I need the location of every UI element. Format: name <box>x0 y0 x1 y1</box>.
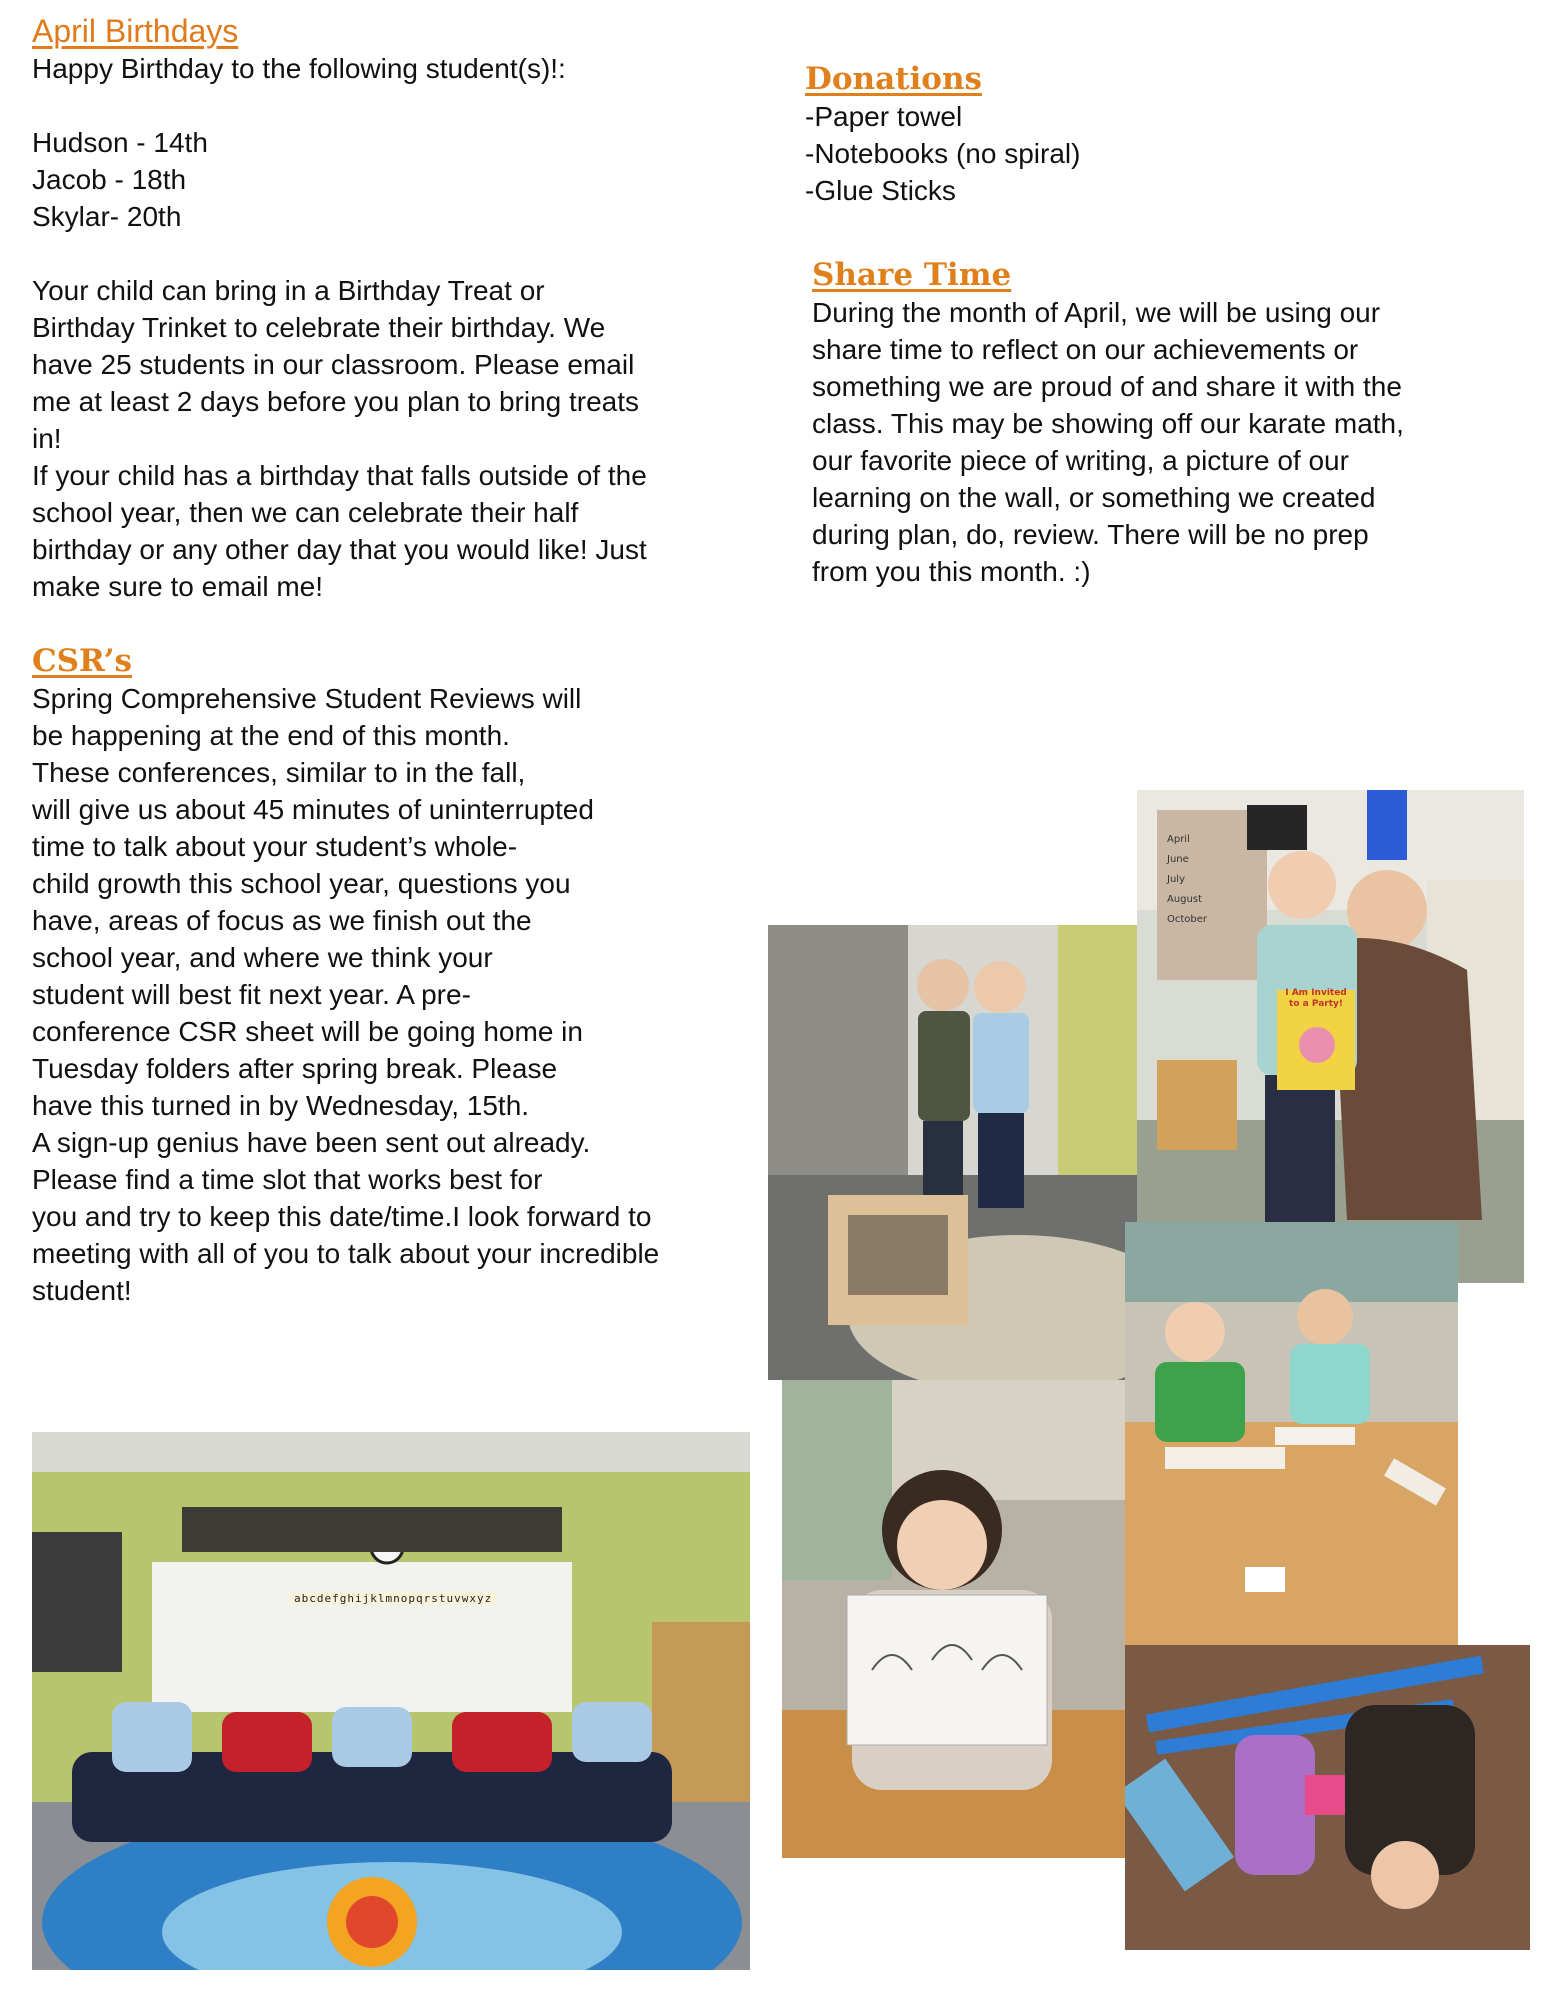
csr-line: have, areas of focus as we finish out the <box>32 905 532 936</box>
share-time-line: class. This may be showing off our karate math, <box>812 408 1404 439</box>
photo-table-art <box>1125 1222 1458 1652</box>
photo-girl-with-book <box>1137 790 1524 1283</box>
photo-class-group <box>32 1432 750 1970</box>
donations-heading: Donations <box>805 61 982 97</box>
csr-line: Tuesday folders after spring break. Please <box>32 1053 558 1084</box>
alphabet-strip: abcdefghijklmnopqrstuvwxyz <box>290 1592 496 1605</box>
birthday-student: Skylar- 20th <box>32 201 182 232</box>
csr-line: have this turned in by Wednesday, 15th. <box>32 1090 530 1121</box>
share-time-line: something we are proud of and share it with the <box>812 371 1402 402</box>
csr-line: you and try to keep this date/time.I look forward to <box>32 1201 652 1232</box>
photo-boys-blocks-art <box>768 925 1148 1380</box>
share-time-heading: Share Time <box>812 257 1012 293</box>
book-title: I Am Invited to a Party! <box>1285 988 1347 1009</box>
photo-boys-with-blocks <box>768 925 1148 1380</box>
share-time-line: share time to reflect on our achievements or <box>812 334 1359 365</box>
birthday-student: Hudson - 14th <box>32 127 208 158</box>
birthday-student: Jacob - 18th <box>32 164 187 195</box>
birthday-paragraph-line: me at least 2 days before you plan to bring treats <box>32 386 640 417</box>
csr-line: time to talk about your student’s whole- <box>32 831 518 862</box>
birthday-paragraph-line: in! <box>32 423 62 454</box>
wall-month: April <box>1167 834 1190 845</box>
wall-months-column <box>1167 830 1247 930</box>
share-time-line: learning on the wall, or something we created <box>812 482 1376 513</box>
birthday-paragraph-line: If your child has a birthday that falls outside of the <box>32 460 647 491</box>
csr-line: student! <box>32 1275 132 1306</box>
wall-month: July <box>1167 874 1185 885</box>
birthday-paragraph-line: have 25 students in our classroom. Please email <box>32 349 635 380</box>
photo-playground <box>1125 1645 1530 1950</box>
photo-girl-with-drawing <box>782 1380 1125 1858</box>
birthday-paragraph-line: Your child can bring in a Birthday Treat or <box>32 275 545 306</box>
wall-month: June <box>1167 854 1189 865</box>
share-time-section <box>812 256 1532 590</box>
photo-students-at-table <box>1125 1222 1458 1652</box>
wall-month: October <box>1167 914 1208 925</box>
donation-item: -Paper towel <box>805 101 963 132</box>
wall-month: August <box>1167 894 1202 905</box>
spacer <box>32 235 732 272</box>
csr-line: Please find a time slot that works best for <box>32 1164 543 1195</box>
birthday-paragraph-line: make sure to email me! <box>32 571 323 602</box>
share-time-line: during plan, do, review. There will be no prep <box>812 519 1369 550</box>
photo-drawing-art <box>782 1380 1125 1858</box>
csr-section <box>32 642 752 1309</box>
csr-line: Spring Comprehensive Student Reviews will <box>32 683 582 714</box>
photo-class-group-art <box>32 1432 750 1970</box>
donation-item: -Notebooks (no spiral) <box>805 138 1081 169</box>
share-time-line: our favorite piece of writing, a picture of our <box>812 445 1349 476</box>
csr-line: be happening at the end of this month. <box>32 720 510 751</box>
photo-playground-art <box>1125 1645 1530 1950</box>
birthday-paragraph-line: birthday or any other day that you would like! Just <box>32 534 647 565</box>
spacer <box>32 87 732 124</box>
csr-line: A sign-up genius have been sent out already. <box>32 1127 591 1158</box>
csr-heading: CSR’s <box>32 643 132 679</box>
birthdays-section <box>32 12 732 605</box>
birthdays-heading: April Birthdays <box>32 13 239 49</box>
csr-line: meeting with all of you to talk about your incredible <box>32 1238 660 1269</box>
donation-item: -Glue Sticks <box>805 175 956 206</box>
csr-line: school year, and where we think your <box>32 942 493 973</box>
birthday-paragraph-line: school year, then we can celebrate their half <box>32 497 579 528</box>
donations-section <box>805 60 1405 209</box>
share-time-line: During the month of April, we will be using our <box>812 297 1381 328</box>
csr-line: will give us about 45 minutes of uninterrupted <box>32 794 594 825</box>
csr-line: These conferences, similar to in the fall, <box>32 757 526 788</box>
birthdays-intro: Happy Birthday to the following student(s)!: <box>32 53 566 84</box>
csr-line: conference CSR sheet will be going home in <box>32 1016 583 1047</box>
csr-line: child growth this school year, questions you <box>32 868 571 899</box>
csr-line: student will best fit next year. A pre- <box>32 979 471 1010</box>
birthday-paragraph-line: Birthday Trinket to celebrate their birthday. We <box>32 312 606 343</box>
share-time-line: from you this month. :) <box>812 556 1091 587</box>
